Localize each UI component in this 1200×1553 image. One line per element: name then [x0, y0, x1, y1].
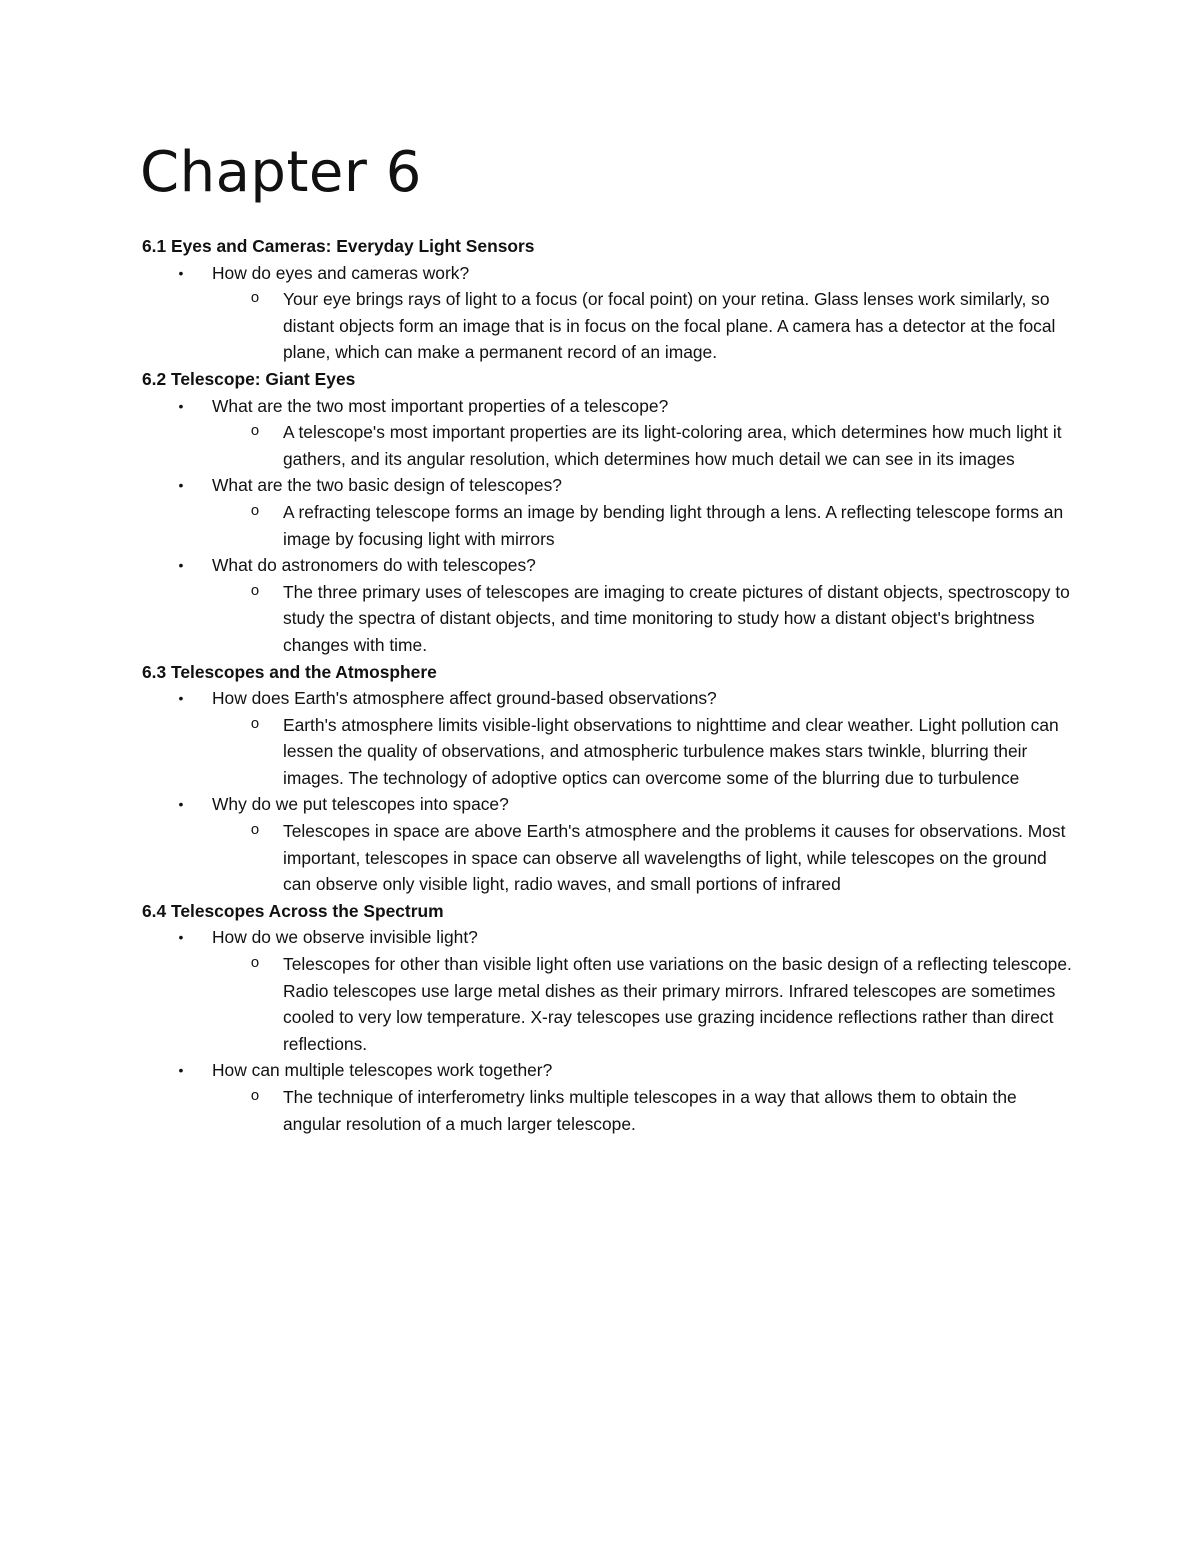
question-item [142, 685, 1072, 791]
bullet-icon: • [178, 796, 184, 813]
sub-bullet-icon: o [250, 955, 260, 973]
answer-text: Telescopes in space are above Earth's atmosphere and the problems it causes for observations. Most important, telescopes in space can observe all wavelengths of light, while telescopes on the ground can observe only visible light, radio waves, and small portions of infrared [283, 821, 1066, 895]
answer [142, 712, 1073, 792]
answer [142, 951, 1073, 1057]
question-text: How can multiple telescopes work together? [212, 1060, 553, 1081]
bullet-icon: • [178, 1062, 184, 1079]
sub-bullet-icon: o [250, 290, 260, 308]
answer [142, 499, 1073, 552]
bullet-icon: • [178, 690, 184, 707]
answer-text: Your eye brings rays of light to a focus (or focal point) on your retina. Glass lenses work similarly, so distant objects form an image that is in focus on the focal plane. A camera has a detector at the focal plane, which can make a permanent record of an image. [283, 289, 1056, 363]
answer-text: Earth's atmosphere limits visible-light observations to nighttime and clear weather. Light pollution can lessen the quality of observations, and atmospheric turbulence makes stars twinkle, blurring their images. The technology of adoptive optics can overcome some of the blurring due to turbulence [283, 714, 1059, 788]
bullet-icon: • [178, 264, 184, 281]
question-item [142, 552, 1072, 658]
question-text: What are the two basic design of telescopes? [212, 475, 562, 496]
section-heading: 6.3 Telescopes and the Atmosphere [142, 661, 437, 682]
answer-text: A telescope's most important properties are its light-coloring area, which determines how much light it gathers, and its angular resolution, which determines how much detail we can see in its images [283, 422, 1062, 469]
question-text: Why do we put telescopes into space? [212, 794, 509, 815]
question [142, 552, 1072, 579]
sub-bullet-icon: o [250, 822, 260, 840]
sub-bullet-icon: o [250, 502, 260, 520]
question [142, 791, 1072, 818]
section-heading: 6.2 Telescope: Giant Eyes [142, 368, 356, 389]
sub-bullet-icon: o [250, 582, 260, 600]
question [142, 685, 1072, 712]
section-6-3 [142, 659, 1072, 898]
section-heading: 6.1 Eyes and Cameras: Everyday Light Sensors [142, 236, 535, 256]
question-text: What do astronomers do with telescopes? [212, 555, 536, 576]
sub-bullet-icon: o [250, 1088, 260, 1105]
question-item [142, 393, 1072, 473]
question-item [142, 472, 1072, 552]
question-text: How does Earth's atmosphere affect ground-based observations? [212, 688, 717, 709]
document-body [142, 233, 1072, 1137]
answer-text: A refracting telescope forms an image by bending light through a lens. A reflecting telescope forms an image by focusing light with mirrors [283, 501, 1064, 549]
bullet-icon: • [178, 397, 184, 414]
bullet-icon: • [178, 929, 184, 946]
question [142, 924, 1072, 951]
question-item [142, 260, 1072, 366]
question [142, 393, 1072, 420]
section-6-2 [142, 366, 1072, 659]
question-item [142, 924, 1072, 1057]
answer-text: The three primary uses of telescopes are imaging to create pictures of distant objects, spectroscopy to study the spectra of distant objects, and time monitoring to study how a distant object's brightness changes with time. [283, 581, 1070, 655]
sub-bullet-icon: o [250, 715, 260, 733]
question-text: What are the two most important properties of a telescope? [212, 395, 669, 416]
bullet-icon: • [178, 477, 184, 494]
section-6-1 [142, 233, 1072, 366]
question [142, 1057, 1072, 1084]
answer [142, 579, 1073, 659]
section-heading: 6.4 Telescopes Across the Spectrum [142, 900, 444, 921]
answer [142, 818, 1073, 898]
question-item [142, 791, 1072, 897]
answer [142, 419, 1073, 472]
question-item [142, 1057, 1072, 1137]
question [142, 260, 1072, 287]
question-text: How do eyes and cameras work? [212, 262, 470, 283]
answer [142, 1084, 1073, 1137]
question [142, 472, 1072, 499]
chapter-title: Chapter 6 [140, 140, 422, 205]
sub-bullet-icon: o [250, 423, 260, 441]
answer [142, 286, 1073, 366]
answer-text: The technique of interferometry links multiple telescopes in a way that allows them to obtain the angular resolution of a much larger telescope. [283, 1087, 1017, 1134]
section-6-4 [142, 898, 1072, 1137]
bullet-icon: • [178, 557, 184, 574]
question-text: How do we observe invisible light? [212, 927, 478, 948]
answer-text: Telescopes for other than visible light often use variations on the basic design of a reflecting telescope. Radio telescopes use large metal dishes as their primary mirrors. Infrared telescopes are sometimes cooled to very low temperature. X-ray telescopes use grazing incidence reflections rather than direct reflections. [283, 954, 1072, 1054]
